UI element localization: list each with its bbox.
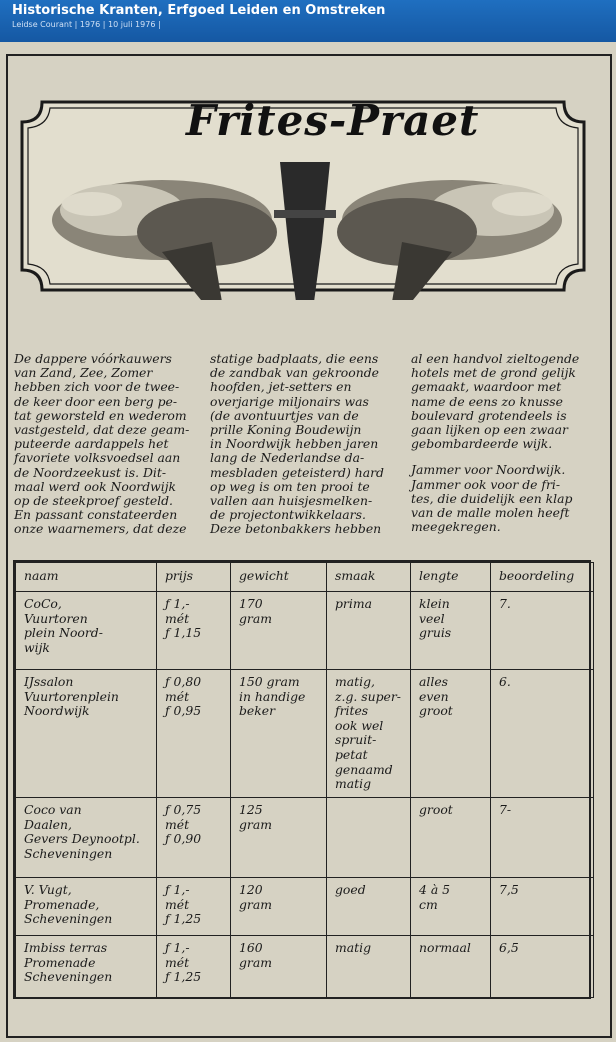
cell-line: petat	[335, 746, 368, 762]
cell-line: ƒ 0,75	[165, 802, 202, 817]
article-line: hotels met de grond gelijk	[411, 365, 576, 381]
header-smaak: smaak	[327, 563, 411, 592]
cell-line: gruis	[419, 625, 452, 641]
cell-line: klein	[419, 596, 450, 611]
cell-line: wijk	[24, 639, 50, 655]
article-line: tes, die duidelijk een klap	[411, 490, 573, 506]
cell-line: 6.	[499, 674, 511, 689]
article-line: lang de Nederlandse da-	[210, 450, 365, 466]
cell-line: mét	[165, 896, 190, 912]
article-line: boulevard grotendeels is	[411, 407, 567, 423]
article-line: gebombardeerde wijk.	[411, 436, 553, 452]
cell-line: ƒ 1,-	[165, 940, 190, 955]
cell-line: 125	[239, 802, 263, 817]
cell-line: in handige	[239, 688, 306, 704]
article-line: meegekregen.	[411, 519, 501, 535]
table-cell-naam	[16, 798, 157, 878]
article-line: favoriete volksvoedsel aan	[14, 450, 181, 466]
cell-line: matig	[335, 940, 372, 955]
table-row	[16, 670, 594, 798]
header-lengte: lengte	[411, 563, 491, 592]
cell-line: groot	[419, 802, 453, 817]
frites-table	[13, 560, 591, 999]
table-cell-lengte	[411, 592, 491, 670]
article-line: van de malle molen heeft	[411, 505, 570, 521]
cell-line: 150 gram	[239, 674, 300, 689]
cell-line: mét	[165, 688, 190, 704]
cell-line: Gevers Deynootpl.	[24, 831, 140, 847]
table-row	[16, 936, 594, 998]
cell-line: Imbiss terras	[24, 940, 108, 955]
cell-line: frites	[335, 703, 369, 719]
article-line: de keer door een berg pe-	[14, 393, 178, 409]
cell-line: prima	[335, 596, 372, 611]
table-cell-prijs	[157, 936, 231, 998]
cell-line: normaal	[419, 940, 471, 955]
article-line: De dappere vóórkauwers	[14, 351, 172, 366]
article-line: vallen aan huisjesmelken-	[210, 493, 373, 509]
table-cell-smaak	[327, 592, 411, 670]
cell-line: CoCo,	[24, 596, 62, 611]
article-column-1	[14, 352, 202, 549]
table-cell-lengte	[411, 798, 491, 878]
article-column-2	[210, 352, 398, 549]
article-body	[14, 352, 594, 552]
cell-line: even	[419, 688, 449, 704]
article-line: gaan lijken op een zwaar	[411, 422, 568, 438]
article-line: op weg is om ten prooi te	[210, 478, 370, 494]
table-row	[16, 798, 594, 878]
table-cell-naam	[16, 878, 157, 936]
article-line: (de avontuurtjes van de	[210, 407, 359, 423]
table-cell-lengte	[411, 936, 491, 998]
header-prijs: prijs	[157, 563, 231, 592]
table-row	[16, 592, 594, 670]
table-cell-smaak	[327, 798, 411, 878]
table-cell-beoordeling	[491, 878, 594, 936]
cell-line: gram	[239, 954, 272, 970]
table-header-row	[16, 563, 594, 592]
article-line: de projectontwikkelaars.	[210, 507, 366, 523]
article-line: gemaakt, waardoor met	[411, 379, 562, 395]
article-line: En passant constateerden	[14, 507, 178, 523]
table-cell-prijs	[157, 798, 231, 878]
article-line: name de eens zo knusse	[411, 393, 563, 409]
table-cell-smaak	[327, 878, 411, 936]
cell-line: 7-	[499, 802, 512, 817]
cell-line: genaamd	[335, 761, 393, 777]
table-body	[16, 592, 594, 998]
article-line: statige badplaats, die eens	[210, 351, 379, 366]
header-gewicht: gewicht	[231, 563, 327, 592]
table-row	[16, 878, 594, 936]
cell-line: mét	[165, 610, 190, 626]
article-line: de Noordzeekust is. Dit-	[14, 464, 167, 480]
cell-line: ƒ 0,90	[165, 831, 202, 847]
article-line: vastgesteld, dat deze geam-	[14, 422, 190, 438]
article-line: hoofden, jet-setters en	[210, 379, 352, 395]
cell-line: ƒ 1,15	[165, 625, 202, 641]
cell-line: Scheveningen	[24, 969, 113, 985]
cell-line: Vuurtorenplein	[24, 688, 119, 704]
cell-line: goed	[335, 882, 366, 897]
table-cell-gewicht	[231, 798, 327, 878]
cell-line: gram	[239, 816, 272, 832]
article-line: Jammer voor Noordwijk.	[411, 462, 566, 478]
cell-line: gram	[239, 610, 272, 626]
table-cell-beoordeling	[491, 592, 594, 670]
cell-line: ƒ 1,-	[165, 596, 190, 611]
cell-line: 170	[239, 596, 263, 611]
cell-line: plein Noord-	[24, 625, 103, 641]
cell-line: Scheveningen	[24, 911, 113, 927]
cell-line: veel	[419, 610, 445, 626]
viewer-header	[0, 0, 616, 42]
table-cell-naam	[16, 592, 157, 670]
article-line: overjarige miljonairs was	[210, 393, 369, 409]
cell-line: 160	[239, 940, 263, 955]
header-naam: naam	[16, 563, 157, 592]
article-line: prille Koning Boudewijn	[210, 422, 362, 438]
table-cell-gewicht	[231, 936, 327, 998]
article-line: al een handvol zieltogende	[411, 351, 580, 366]
table-cell-lengte	[411, 878, 491, 936]
header-beoordeling: beoordeling	[491, 563, 594, 592]
cell-line: alles	[419, 674, 449, 689]
cell-line: spruit-	[335, 732, 377, 748]
table-cell-beoordeling	[491, 936, 594, 998]
article-line: mesbladen geteisterd) hard	[210, 464, 384, 480]
cell-line: matig	[335, 776, 372, 792]
table-cell-beoordeling	[491, 798, 594, 878]
newspaper-clipping	[0, 42, 616, 1042]
article-line: de zandbak van gekroonde	[210, 365, 379, 381]
cell-line: Promenade	[24, 954, 96, 970]
table-cell-smaak	[327, 670, 411, 798]
cell-line: Daalen,	[24, 816, 72, 832]
cell-line: 120	[239, 882, 263, 897]
cell-line: ƒ 1,-	[165, 882, 190, 897]
cell-line: 6,5	[499, 940, 519, 955]
article-line: maal werd ook Noordwijk	[14, 478, 177, 494]
cell-line: beker	[239, 703, 276, 719]
table-cell-beoordeling	[491, 670, 594, 798]
cell-line: ƒ 1,25	[165, 969, 202, 985]
article-title: Frites-Praet	[186, 96, 480, 145]
breadcrumb[interactable]: Leidse Courant | 1976 | 10 juli 1976 |	[12, 20, 161, 29]
cell-line: mét	[165, 954, 190, 970]
cell-line: Coco van	[24, 802, 82, 817]
cell-line: Promenade,	[24, 896, 100, 912]
article-column-3	[411, 352, 599, 546]
cell-line: gram	[239, 896, 272, 912]
cell-line: 4 à 5	[419, 882, 451, 897]
article-line: in Noordwijk hebben jaren	[210, 436, 379, 452]
table-cell-naam	[16, 670, 157, 798]
article-line: Jammer ook voor de fri-	[411, 476, 561, 492]
cell-line: Vuurtoren	[24, 610, 88, 626]
cell-line: z.g. super-	[335, 688, 401, 704]
cell-line: ƒ 1,25	[165, 911, 202, 927]
article-line: puteerde aardappels het	[14, 436, 169, 452]
cell-line: V. Vugt,	[24, 882, 72, 897]
cell-line: Scheveningen	[24, 845, 113, 861]
site-title[interactable]: Historische Kranten, Erfgoed Leiden en Omstreken	[12, 3, 386, 18]
table-cell-prijs	[157, 878, 231, 936]
article-line: onze waarnemers, dat deze	[14, 521, 187, 537]
cell-line: ƒ 0,95	[165, 703, 202, 719]
article-line: op de steekproef gesteld.	[14, 493, 173, 509]
article-line: tat geworsteld en wederom	[14, 407, 187, 423]
cell-line: matig,	[335, 674, 375, 689]
cell-line: ook wel	[335, 717, 384, 733]
article-line: Deze betonbakkers hebben	[210, 521, 382, 537]
table-cell-gewicht	[231, 592, 327, 670]
cell-line: IJssalon	[24, 674, 74, 689]
table-cell-prijs	[157, 670, 231, 798]
cell-line: mét	[165, 816, 190, 832]
table-cell-naam	[16, 936, 157, 998]
cell-line: groot	[419, 703, 453, 719]
cell-line: 7.	[499, 596, 511, 611]
cell-line: Noordwijk	[24, 703, 90, 719]
table-cell-smaak	[327, 936, 411, 998]
article-line: hebben zich voor de twee-	[14, 379, 180, 395]
table-cell-prijs	[157, 592, 231, 670]
table-cell-gewicht	[231, 670, 327, 798]
cell-line: 7,5	[499, 882, 519, 897]
cell-line: ƒ 0,80	[165, 674, 202, 689]
article-line: van Zand, Zee, Zomer	[14, 365, 153, 381]
table-cell-lengte	[411, 670, 491, 798]
cell-line: cm	[419, 896, 438, 912]
table-cell-gewicht	[231, 878, 327, 936]
